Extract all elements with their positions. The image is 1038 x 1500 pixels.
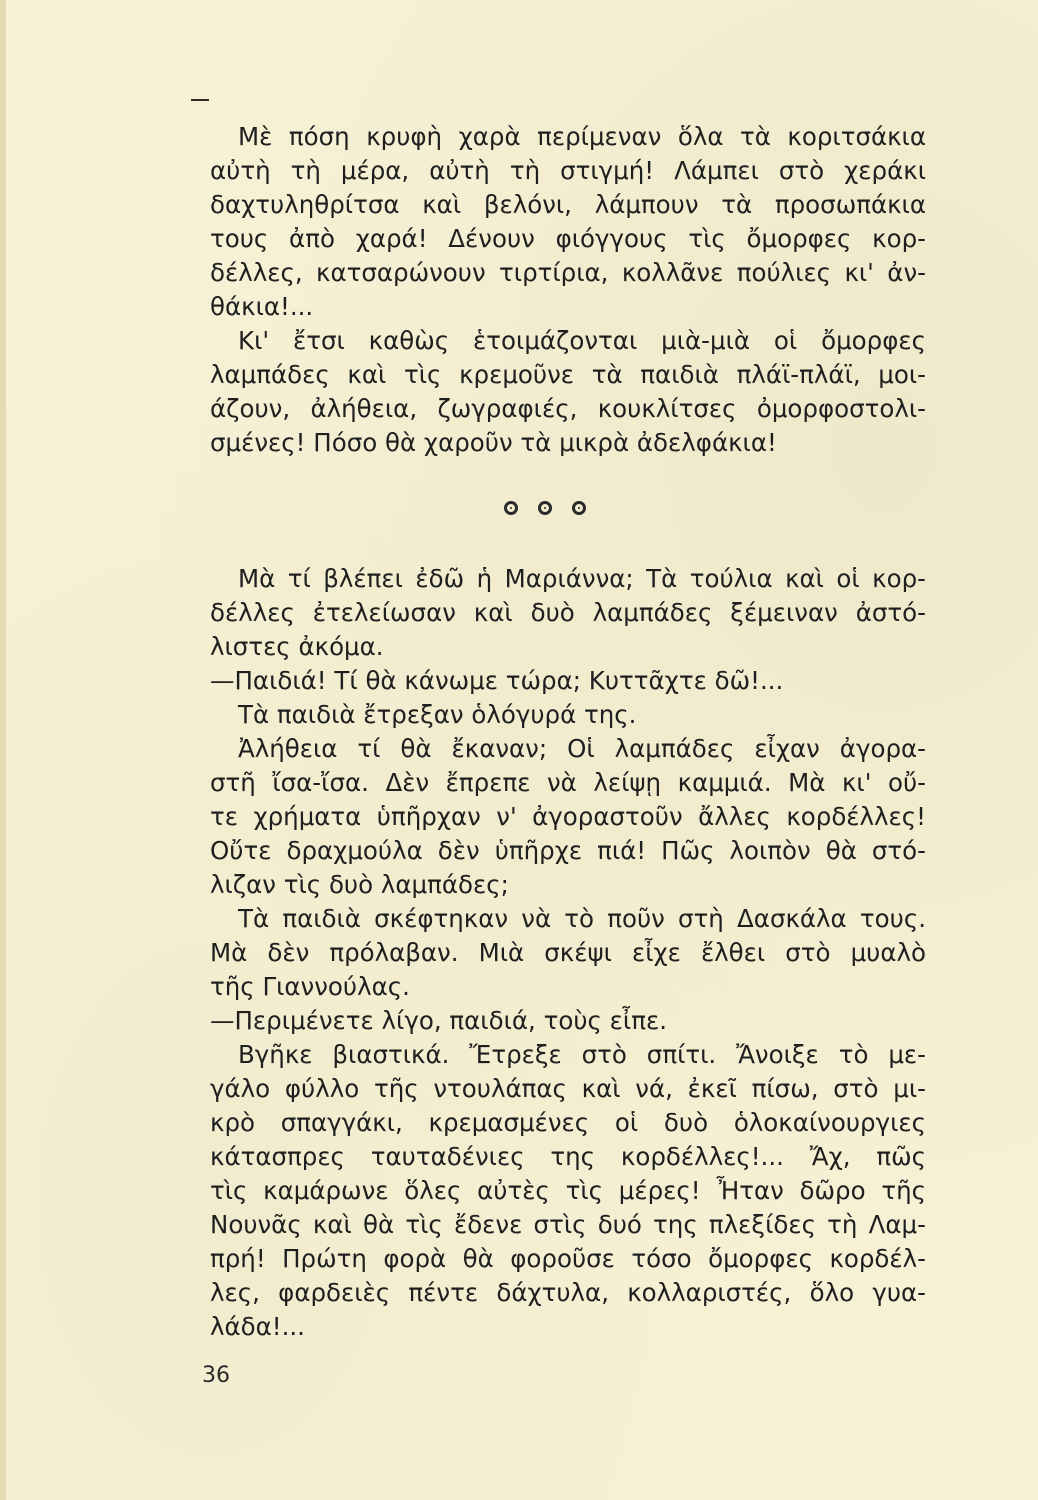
text-line: Βγῆκε βιαστικά. Ἔτρεξε στὸ σπίτι. Ἄνοιξε τὸ με-	[238, 1040, 926, 1069]
text-line: —Περιμένετε λίγο, παιδιά, τοὺς εἶπε.	[210, 1006, 667, 1035]
text-line: στῆ ἴσα-ἴσα. Δὲν ἔπρεπε νὰ λείψῃ καμμιά. Μὰ κι' οὔ-	[210, 768, 926, 797]
text-line: θάκια!...	[210, 292, 314, 321]
text-line: —Παιδιά! Τί θὰ κάνωμε τώρα; Κυττᾶχτε δῶ!...	[210, 666, 784, 695]
page-number: 36	[202, 1363, 230, 1388]
ornament-circle-icon	[572, 501, 586, 515]
text-line: τους ἀπὸ χαρά! Δένουν φιόγγους τὶς ὄμορφες κορ-	[210, 224, 926, 253]
text-line: Τὰ παιδιὰ σκέφτηκαν νὰ τὸ ποῦν στὴ Δασκάλα τους.	[238, 904, 926, 933]
text-line: Κι' ἔτσι καθὼς ἑτοιμάζονται μιὰ-μιὰ οἱ ὄμορφες	[238, 326, 926, 355]
text-line: δαχτυληθρίτσα καὶ βελόνι, λάμπουν τὰ προσωπάκια	[210, 190, 926, 219]
text-line: κρὸ σπαγγάκι, κρεμασμένες οἱ δυὸ ὁλοκαίνουργιες	[210, 1108, 926, 1137]
section-2-text	[210, 562, 926, 1344]
text-line: λάδα!...	[210, 1312, 305, 1341]
text-line: άζουν, ἀλήθεια, ζωγραφιές, κουκλίτσες ὀμορφοστολι-	[210, 394, 926, 423]
text-line: Οὔτε δραχμούλα δὲν ὑπῆρχε πιά! Πῶς λοιπὸν θὰ στό-	[210, 836, 926, 865]
section-1-text	[210, 120, 926, 460]
text-line: γάλο φύλλο τῆς ντουλάπας καὶ νά, ἐκεῖ πίσω, στὸ μι-	[210, 1074, 926, 1103]
text-line: λιστες ἀκόμα.	[210, 632, 384, 661]
text-line: πρή! Πρώτη φορὰ θὰ φοροῦσε τόσο ὄμορφες κορδέλ-	[210, 1244, 926, 1273]
text-line: Μὲ πόση κρυφὴ χαρὰ περίμεναν ὅλα τὰ κοριτσάκια	[238, 122, 926, 151]
text-line: αὐτὴ τὴ μέρα, αὐτὴ τὴ στιγμή! Λάμπει στὸ χεράκι	[210, 156, 926, 185]
text-line: δέλλες ἐτελείωσαν καὶ δυὸ λαμπάδες ξέμειναν ἀστό-	[210, 598, 926, 627]
ornament-circle-icon	[538, 501, 552, 515]
section-ornament	[504, 497, 586, 519]
text-line: λαμπάδες καὶ τὶς κρεμοῦνε τὰ παιδιὰ πλάϊ-πλάϊ, μοι-	[210, 360, 926, 389]
text-line: Νουνᾶς καὶ θὰ τὶς ἔδενε στὶς δυό της πλεξίδες τὴ Λαμ-	[210, 1210, 926, 1239]
text-line: σμένες! Πόσο θὰ χαροῦν τὰ μικρὰ ἀδελφάκια!	[210, 428, 777, 457]
top-dash-mark	[191, 99, 209, 101]
text-line: τῆς Γιαννούλας.	[210, 972, 410, 1001]
text-line: τὶς καμάρωνε ὅλες αὐτὲς τὶς μέρες! Ἦταν δῶρο τῆς	[210, 1176, 926, 1205]
text-line: δέλλες, κατσαρώνουν τιρτίρια, κολλᾶνε πούλιες κι' ἀν-	[210, 258, 926, 287]
text-line: λες, φαρδειὲς πέντε δάχτυλα, κολλαριστές, ὅλο γυα-	[210, 1278, 926, 1307]
text-line: Μὰ δὲν πρόλαβαν. Μιὰ σκέψι εἶχε ἔλθει στὸ μυαλὸ	[210, 938, 926, 967]
text-line: Ἀλήθεια τί θὰ ἔκαναν; Οἱ λαμπάδες εἶχαν ἀγορα-	[238, 734, 926, 763]
text-line: λιζαν τὶς δυὸ λαμπάδες;	[210, 870, 509, 899]
text-line: Μὰ τί βλέπει ἐδῶ ἡ Μαριάννα; Τὰ τούλια καὶ οἱ κορ-	[238, 564, 926, 593]
text-line: τε χρήματα ὑπῆρχαν ν' ἀγοραστοῦν ἄλλες κορδέλλες!	[210, 802, 926, 831]
ornament-circle-icon	[504, 501, 518, 515]
text-line: κάτασπρες ταυταδένιες της κορδέλλες!... Ἄχ, πῶς	[210, 1142, 926, 1171]
text-line: Τὰ παιδιὰ ἔτρεξαν ὁλόγυρά της.	[238, 700, 637, 729]
